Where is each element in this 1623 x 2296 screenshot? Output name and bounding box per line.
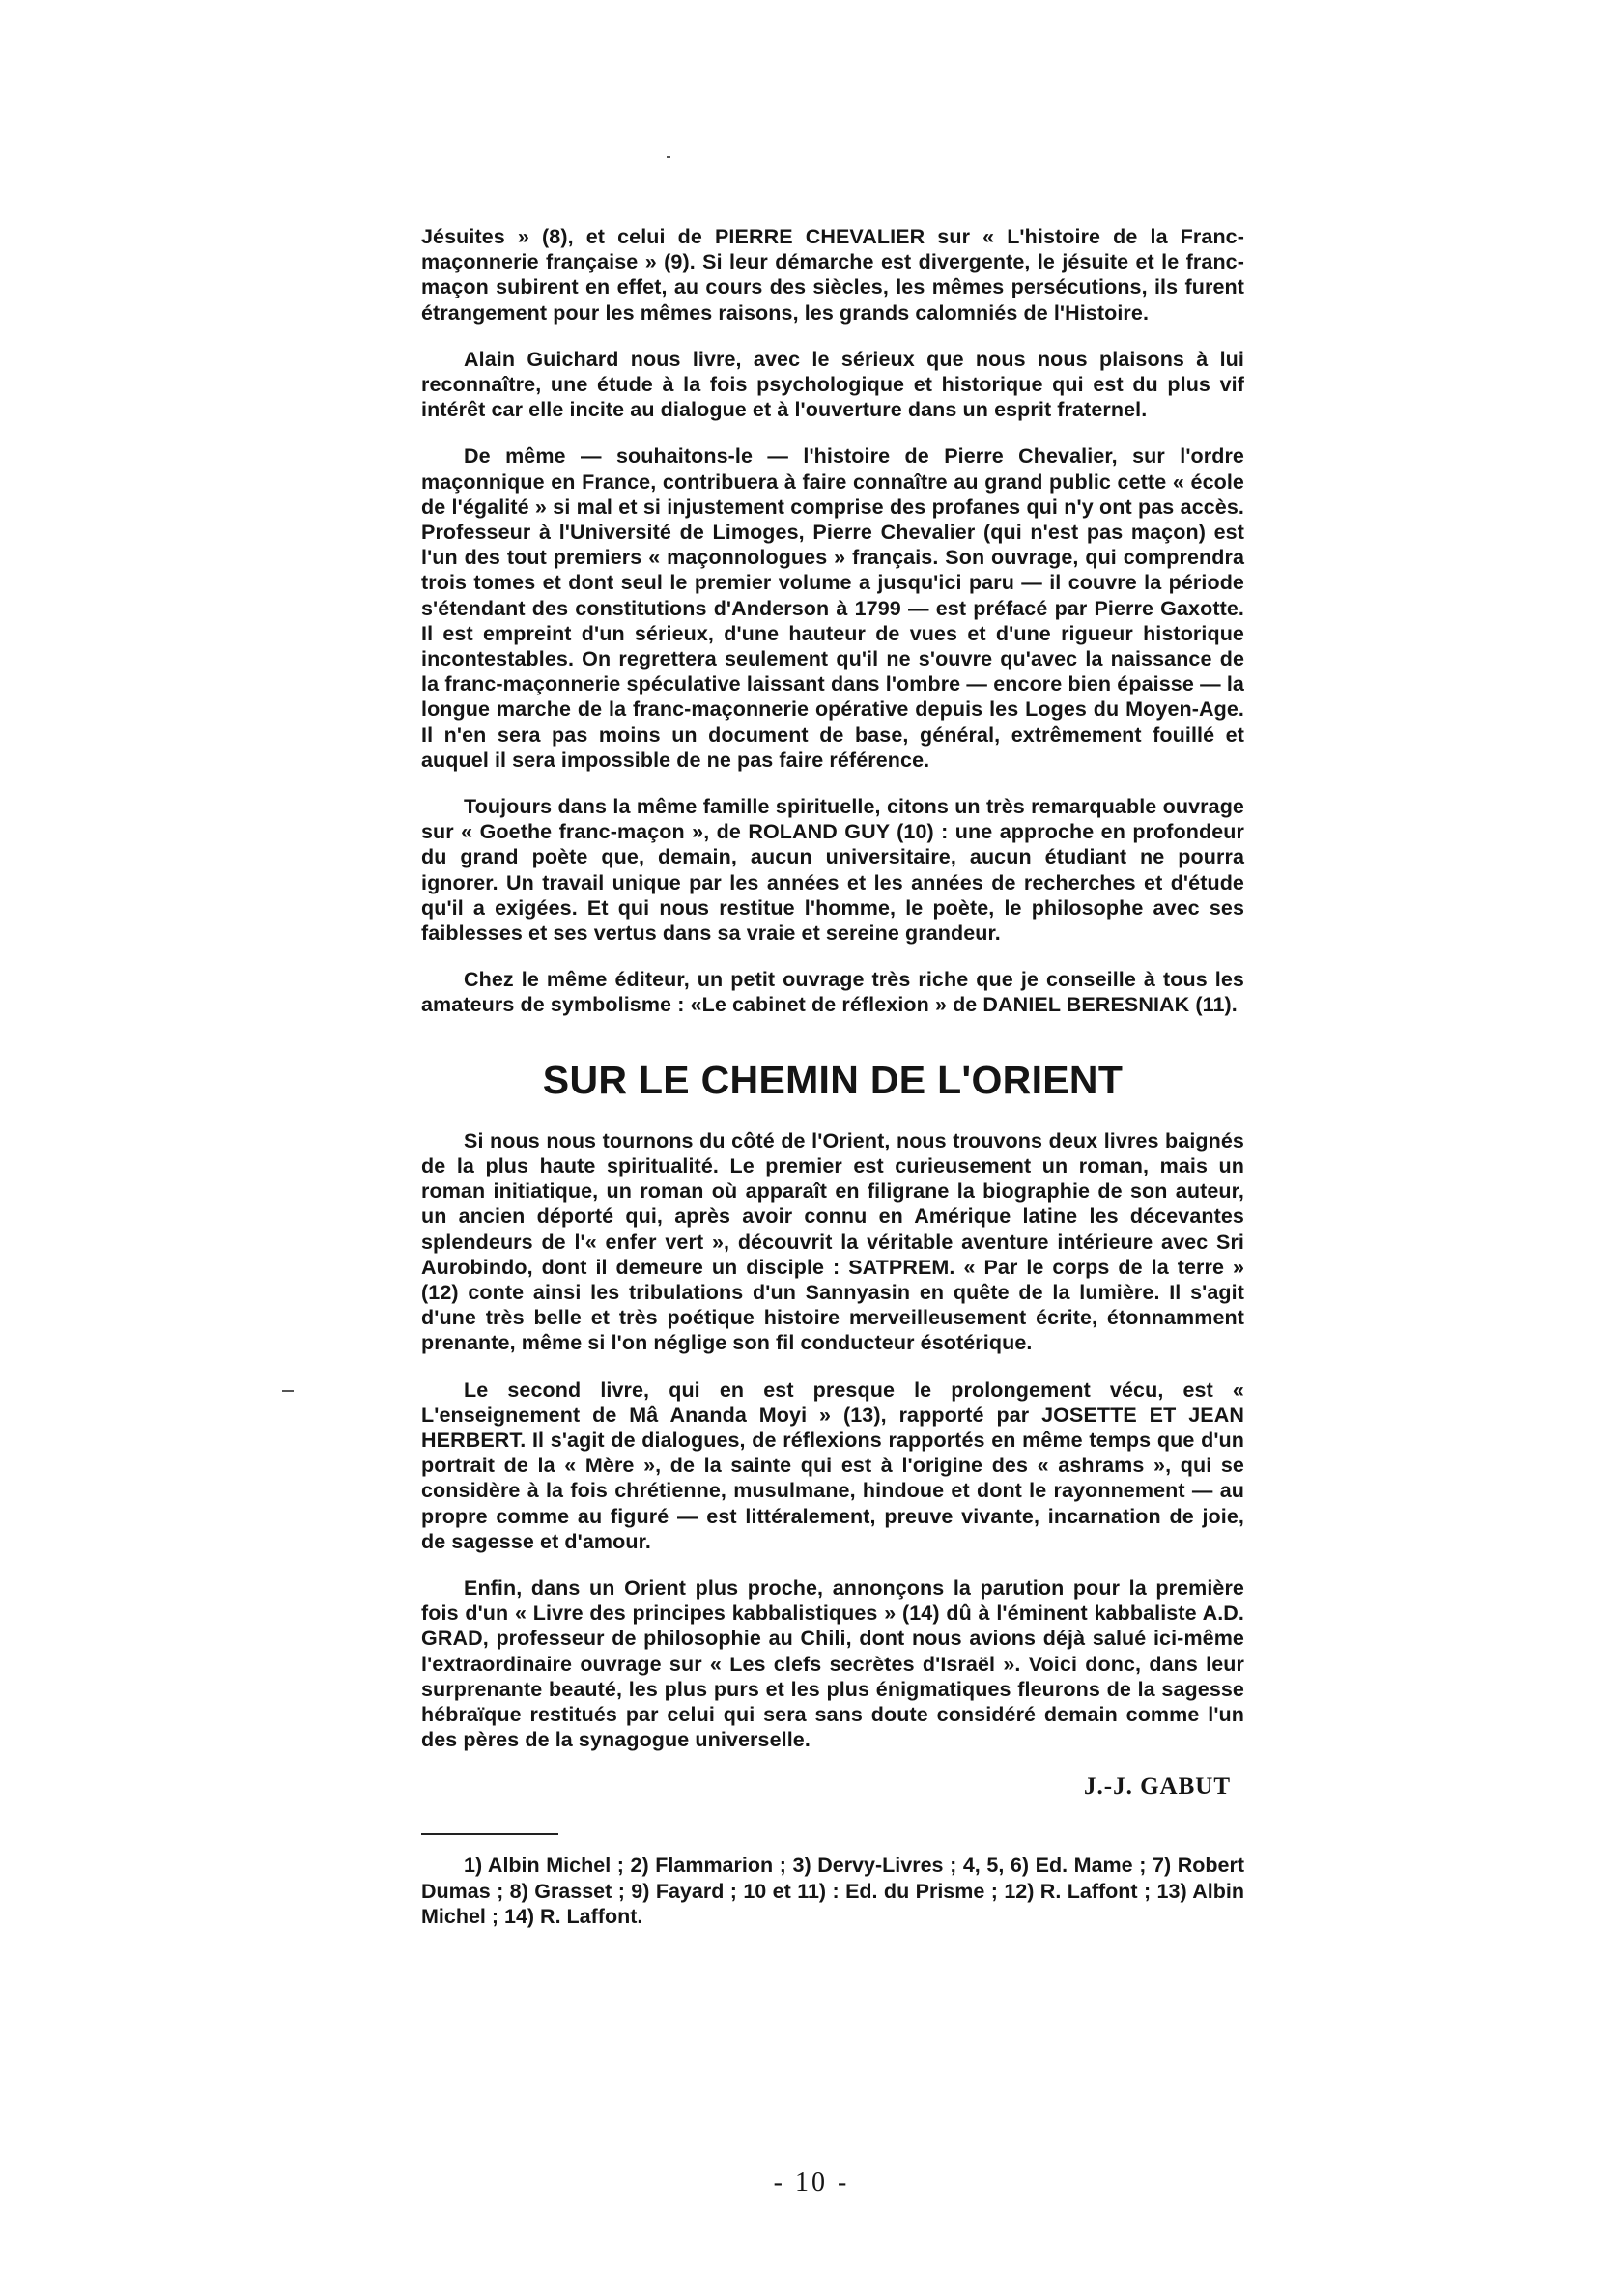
paragraph-kabbalistic: Enfin, dans un Orient plus proche, annonçons la parution pour la première fois d'un « Livre des principes kabbalistiques » (14) dû à l'éminent kabbaliste A.D. GRAD, professeur de philosophie au Chili, dont nous avions déjà salué ici-même l'extraordinaire ouvrage sur « Les clefs secrètes d'Israël ». Voici donc, dans leur surprenante beauté, les plus purs et les plus énigmatiques fleurons de la sagesse hébraïque restitués par celui qui sera sans doute considéré demain comme l'un des pères de la synagogue universelle. bbox=[421, 1575, 1244, 1752]
paragraph-beresniak: Chez le même éditeur, un petit ouvrage très riche que je conseille à tous les amateurs de symbolisme : «Le cabinet de réflexion » de DANIEL BERESNIAK (11). bbox=[421, 968, 1244, 1017]
scan-mark-top bbox=[667, 156, 670, 158]
paragraph-chevalier: De même — souhaitons-le — l'histoire de Pierre Chevalier, sur l'ordre maçonnique en France, contribuera à faire connaître au grand public cette « école de l'égalité » si mal et si injustement comprise des profanes qui n'y ont pas accès. Professeur à l'Université de Limoges, Pierre Chevalier (qui n'est pas maçon) est l'un des tout premiers « maçonnologues » français. Son ouvrage, qui comprendra trois tomes et dont seul le premier volume a jusqu'ici paru — il couvre la période s'étendant des constitutions d'Anderson à 1799 — est préfacé par Pierre Gaxotte. Il est empreint d'un sérieux, d'une hauteur de vues et d'une rigueur historique incontestables. On regrettera seulement qu'il ne s'ouvre qu'avec la naissance de la franc-maçonnerie spéculative laissant dans l'ombre — encore bien épaisse — la longue marche de la franc-maçonnerie opérative depuis les Loges du Moyen-Age. Il n'en sera pas moins un document de base, général, extrêmement fouillé et auquel il sera impossible de ne pas faire référence. bbox=[421, 444, 1244, 772]
page-number: - 10 - bbox=[773, 2168, 850, 2197]
paragraph-goethe: Toujours dans la même famille spirituelle, citons un très remarquable ouvrage sur « Goethe franc-maçon », de ROLAND GUY (10) : une approche en profondeur du grand poète que, demain, aucun universitaire, aucun étudiant ne pourra ignorer. Un travail unique par les années et les années de recherches et d'étude qu'il a exigées. Et qui nous restitue l'homme, le poète, le philosophe avec ses faiblesses et ses vertus dans sa vraie et sereine grandeur. bbox=[421, 795, 1244, 946]
footnotes: 1) Albin Michel ; 2) Flammarion ; 3) Dervy-Livres ; 4, 5, 6) Ed. Mame ; 7) Robert Dumas ; 8) Grasset ; 9) Fayard ; 10 et 11) : Ed. du Prisme ; 12) R. Laffont ; 13) Albin Michel ; 14) R. Laffont. bbox=[421, 1854, 1244, 1929]
scan-mark-left bbox=[282, 1390, 294, 1392]
paragraph-ananda-moyi: Le second livre, qui en est presque le prolongement vécu, est « L'enseignement de Mâ Ananda Moyi » (13), rapporté par JOSETTE ET JEAN HERBERT. Il s'agit de dialogues, de réflexions rapportés en même temps que d'un portrait de la « Mère », de la sainte qui est à l'origine des « ashrams », qui se considère à la fois chrétienne, musulmane, hindoue et dont le rayonnement — au propre comme au figuré — est littéralement, preuve vivante, incarnation de joie, de sagesse et d'amour. bbox=[421, 1377, 1244, 1553]
paragraph-jesuites: Jésuites » (8), et celui de PIERRE CHEVALIER sur « L'histoire de la Franc-maçonnerie française » (9). Si leur démarche est divergente, le jésuite et le franc-maçon subirent en effet, au cours des siècles, les mêmes persécutions, ils furent étrangement pour les mêmes raisons, les grands calomniés de l'Histoire. bbox=[421, 225, 1244, 325]
paragraph-satprem: Si nous nous tournons du côté de l'Orient, nous trouvons deux livres baignés de la plus haute spiritualité. Le premier est curieusement un roman, mais un roman initiatique, un roman où apparaît en filigrane la biographie de son auteur, un ancien déporté qui, après avoir connu en Amérique latine les décevantes splendeurs de l'« enfer vert », découvrit la véritable aventure intérieure avec Sri Aurobindo, dont il demeure un disciple : SATPREM. « Par le corps de la terre » (12) conte ainsi les tribulations d'un Sannyasin en quête de la lumière. Il s'agit d'une très belle et très poétique histoire merveilleusement écrite, étonnamment prenante, même si l'on néglige son fil conducteur ésotérique. bbox=[421, 1128, 1244, 1355]
author-signature: J.-J. GABUT bbox=[1084, 1773, 1231, 1800]
paragraph-guichard: Alain Guichard nous livre, avec le sérieux que nous nous plaisons à lui reconnaître, une étude à la fois psychologique et historique qui est du plus vif intérêt car elle incite au dialogue et à l'ouverture dans un esprit fraternel. bbox=[421, 347, 1244, 422]
footnote-rule bbox=[421, 1833, 558, 1835]
article-column bbox=[421, 224, 1244, 1930]
section-title: SUR LE CHEMIN DE L'ORIENT bbox=[542, 1057, 1124, 1102]
